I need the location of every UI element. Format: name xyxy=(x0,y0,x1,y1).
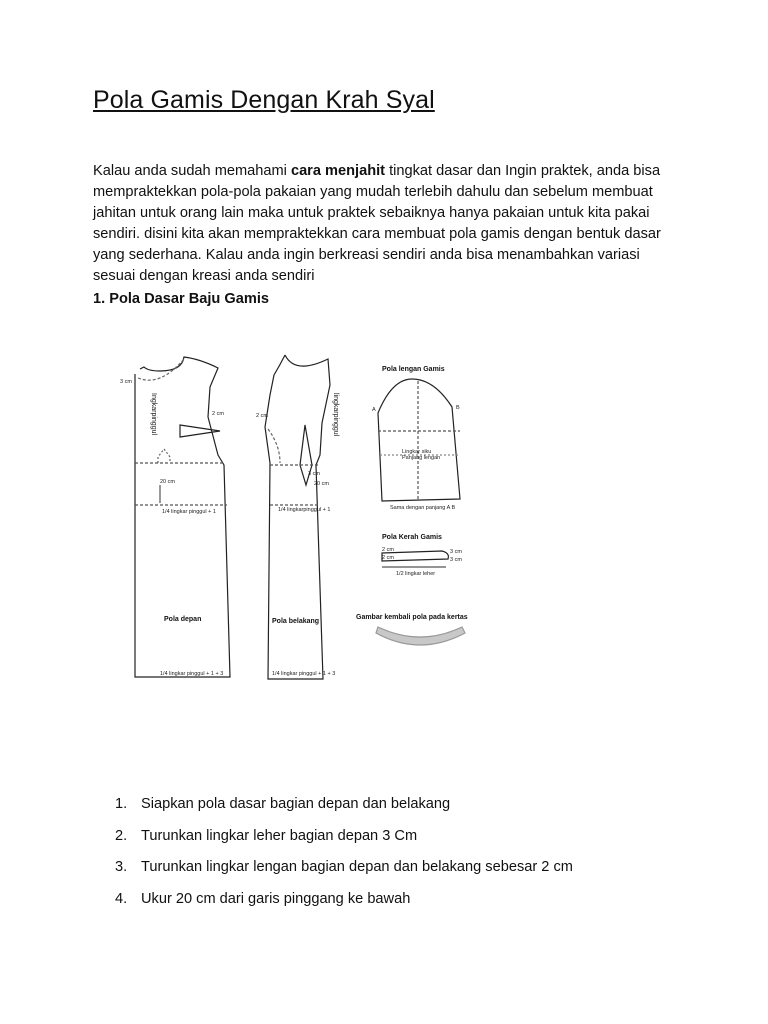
step-number: 4. xyxy=(115,890,128,907)
back-dart-measure: 3 cm xyxy=(308,471,320,477)
steps-list xyxy=(115,796,573,922)
collar-title: Pola Kerah Gamis xyxy=(382,534,442,541)
sleeve-title: Pola lengan Gamis xyxy=(382,366,445,373)
page-title: Pola Gamis Dengan Krah Syal xyxy=(93,86,435,114)
back-arm-measure: 2 cm xyxy=(256,413,268,419)
sleeve-line2: Panjang lengan xyxy=(402,455,441,461)
sleeve-bottom-label: Sama dengan panjang A B xyxy=(390,505,456,511)
front-arm-measure: 2 cm xyxy=(212,411,224,417)
curve-shape xyxy=(376,627,465,645)
front-side-label: Ingkarpinggul xyxy=(150,393,157,436)
sleeve-point-a: A xyxy=(372,407,376,413)
intro-text-2: tingkat dasar dan Ingin praktek, anda bisa mempraktekkan pola-pola pakaian yang mudah terlebih dahulu dan sebelum membuat jahitan untuk orang lain maka untuk praktek sebaiknya hanya pakaian untuk kita pakai sendiri. disini kita akan mempraktekkan cara membuat pola gamis dengan bentuk dasar yang sederhana. Kalau anda ingin berkreasi sendiri anda bisa menambahkan variasi sesuai dengan kreasi anda sendiri xyxy=(93,163,661,284)
list-item xyxy=(115,859,573,891)
list-item xyxy=(115,796,573,828)
list-item xyxy=(115,891,573,923)
list-item xyxy=(115,828,573,860)
front-hem-measure: 1/4 lingkar pinggul + 1 + 3 xyxy=(160,671,224,677)
step-text: Siapkan pola dasar bagian depan dan belakang xyxy=(141,796,451,812)
back-hem-measure: 1/4 lingkar pinggul + 1 + 3 xyxy=(272,671,336,677)
pattern-diagram xyxy=(120,345,510,690)
intro-text-1: Kalau anda sudah memahami xyxy=(93,163,291,179)
collar-bottom-label: 1/2 lingkar leher xyxy=(396,571,436,577)
step-text: Ukur 20 cm dari garis pinggang ke bawah xyxy=(141,890,411,907)
sleeve-point-b: B xyxy=(456,405,460,411)
front-hip-measure: 1/4 lingkar pinggul + 1 xyxy=(162,509,216,515)
step-number: 3. xyxy=(115,859,128,875)
front-pattern-label: Pola depan xyxy=(164,616,202,623)
step-text: Turunkan lingkar lengan bagian depan dan belakang sebesar 2 cm xyxy=(141,859,573,875)
collar-measure-2: 3 cm xyxy=(450,549,462,555)
curve-caption: Gambar kembali pola pada kertas xyxy=(356,614,468,621)
back-side-label: lingkarpinggul xyxy=(332,393,339,437)
collar-measure-3: 2 cm xyxy=(382,555,394,561)
collar-measure-1: 2 cm xyxy=(382,547,394,553)
back-hip-measure: 1/4 lingkarpinggul + 1 xyxy=(278,507,331,513)
step-number: 2. xyxy=(115,827,128,844)
sleeve-line1: Lingkar siku xyxy=(402,449,432,455)
step-text: Turunkan lingkar leher bagian depan 3 Cm xyxy=(141,827,418,844)
pattern-figure xyxy=(120,345,510,690)
intro-paragraph xyxy=(93,161,683,287)
intro-link-cara-menjahit[interactable]: cara menjahit xyxy=(290,163,386,179)
back-pattern-label: Pola belakang xyxy=(272,618,320,625)
step-number: 1. xyxy=(115,796,128,812)
front-waist-drop: 20 cm xyxy=(160,479,175,485)
back-pattern-outline xyxy=(265,355,330,679)
front-pattern-outline xyxy=(135,357,230,677)
front-neck-measure: 3 cm xyxy=(120,379,132,385)
collar-measure-4: 3 cm xyxy=(450,557,462,563)
sleeve-pattern-outline xyxy=(378,379,460,501)
back-waist-drop: 20 cm xyxy=(314,481,329,487)
section-heading: 1. Pola Dasar Baju Gamis xyxy=(93,291,270,307)
